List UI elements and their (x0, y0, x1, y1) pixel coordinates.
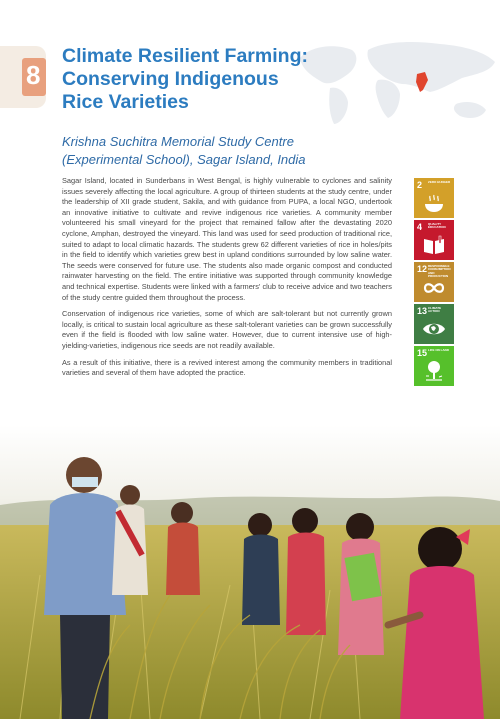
page-number: 8 (26, 60, 41, 90)
students-rice-field-photo (0, 425, 500, 719)
infinity-icon (422, 276, 446, 298)
tree-icon (422, 360, 446, 382)
school-subtitle (62, 133, 392, 169)
sdg-tile-13: 13 CLIMATE ACTION (414, 304, 454, 344)
subtitle-line: Krishna Suchitra Memorial Study Centre (62, 134, 294, 149)
title-line: Rice Varieties (62, 91, 189, 113)
paragraph: Conservation of indigenous rice varieties, some of which are salt-tolerant but not currently grown locally, is critical to sustain local agriculture as these salt-tolerant varieties can be grown successfully even if the field is flooded with low saline water. However, due to current intensive use of high-yielding-varieties, indigenous rice seeds are not readily available. (62, 309, 392, 350)
paragraph: As a result of this initiative, there is a revived interest among the community members in traditional varieties and several of them have adopted the practice. (62, 357, 392, 378)
title-line: Climate Resilient Farming: (62, 45, 308, 67)
sdg-tile-2: 2 ZERO HUNGER (414, 178, 454, 218)
page-title (62, 45, 322, 114)
bowl-icon (422, 192, 446, 214)
title-line: Conserving Indigenous (62, 68, 279, 90)
body-text (62, 176, 392, 385)
subtitle-line: (Experimental School), Sagar Island, India (62, 152, 306, 167)
sdg-icon-column (414, 178, 454, 388)
paragraph: Sagar Island, located in Sunderbans in West Bengal, is highly vulnerable to cyclones and salinity issues severely affecting the local agriculture. A group of thirteen students at the study centre, under the leadership of XII grade student, Sakila, and with guidance from PUPA, a local NGO, undertook an innovative initiative to cultivate and revive indigenous rice varieties. A community member volunteered his small vineyard for the project that remained fallow after the devastating 2020 cyclone, Amphan, destroyed the vineyard. This land was used for seed production of traditional rice, suited to adapt to local climatic hazards. The students grew 62 different varieties of rice in holes/pits in the field to identify which varieties grew best in upland conditions surrounded by low saline water. The seeds were conserved for future use. The students also made organic compost and conducted rainwater harvesting on the field. The entire initiative was supported through community knowledge and technical expertise. Students were linked with a farmers' club to receive advice and two teachers of the study centre guided them throughout the process. (62, 176, 392, 302)
sdg-tile-4: 4 QUALITY EDUCATION (414, 220, 454, 260)
book-icon (422, 234, 446, 256)
sdg-tile-12: 12 RESPONSIBLE CONSUMPTION AND PRODUCTION (414, 262, 454, 302)
eye-globe-icon (422, 318, 446, 340)
sdg-tile-15: 15 LIFE ON LAND (414, 346, 454, 386)
